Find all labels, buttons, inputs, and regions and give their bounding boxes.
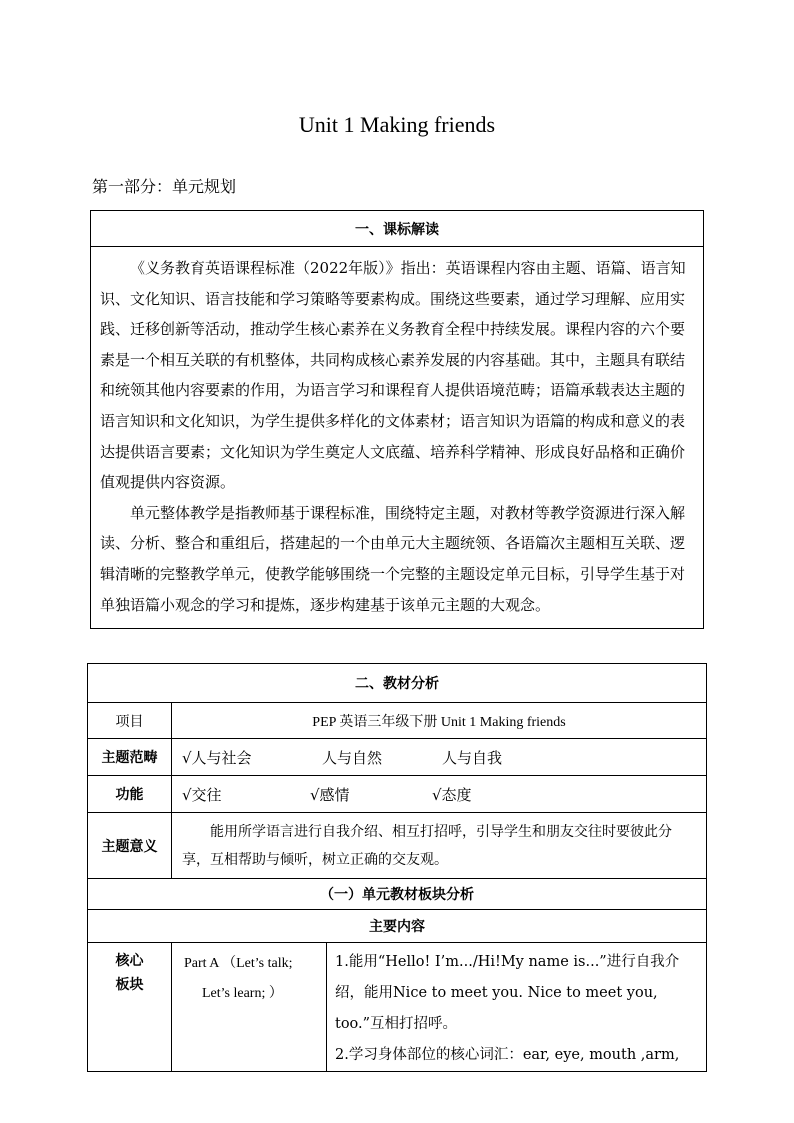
section1-paragraph-1: 《义务教育英语课程标准（2022年版）》指出：英语课程内容由主题、语篇、语言知识、文化知识、语言技能和学习策略等要素构成。围绕这些要素，通过学习理解、应用实践、迁移创新等活动，推动学生核心素养在义务教育全程中持续发展。课程内容的六个要素是一个相互关联的有机整体，共同构成核心素养发展的内容基础。其中，主题具有联结和统领其他内容要素的作用，为语言学习和课程育人提供语境范畴；语篇承载表达主题的语言知识和文化知识，为学生提供多样化的文体素材；语言知识为语篇的构成和意义的表达提供语言要素；文化知识为学生奠定人文底蕴、培养科学精神、形成良好品格和正确价值观提供内容资源。 [100,259,686,492]
section1-header: 一、课标解读 [91,211,704,247]
document-title: Unit 1 Making friends [298,112,496,137]
meaning-label: 主题意义 [88,813,172,879]
section2-header: 二、教材分析 [88,664,707,703]
theme-label: 主题范畴 [88,739,172,776]
function-option-attitude: √态度 [432,785,472,804]
item-label: 项目 [88,703,172,739]
subsection-title: （一）单元教材板块分析 [88,879,707,910]
main-content-header: 主要内容 [88,910,707,943]
function-options [172,776,707,813]
function-label: 功能 [88,776,172,813]
item-value: PEP 英语三年级下册 Unit 1 Making friends [172,703,707,739]
part-heading: 第一部分：单元规划 [92,177,237,196]
core-content-line2: 2.学习身体部位的核心词汇：ear, eye, mouth ,arm, [335,1047,680,1063]
theme-option-self: 人与自我 [442,748,503,767]
textbook-analysis-table [87,663,707,1072]
theme-options [172,739,707,776]
meaning-cell [172,813,707,879]
core-label: 核心 板块 [88,943,172,1072]
theme-option-nature: 人与自然 [322,748,383,767]
meaning-text: 能用所学语言进行自我介绍、相互打招呼，引导学生和朋友交往时要彼此分享，互相帮助与倾听，树立正确的交友观。 [182,823,672,868]
function-option-communication: √交往 [182,785,222,804]
core-content-cell [327,943,707,1072]
section1-paragraph-2: 单元整体教学是指教师基于课程标准，围绕特定主题，对教材等教学资源进行深入解读、分析、整合和重组后，搭建起的一个由单元大主题统领、各语篇次主题相互关联、逻辑清晰的完整教学单元，使教学能够围绕一个完整的主题设定单元目标，引导学生基于对单独语篇小观念的学习和提炼，逐步构建基于该单元主题的大观念。 [100,503,686,614]
core-content-line1: 1.能用“Hello! I’m.../Hi!My name is...”进行自我介绍，能用Nice to meet you. Nice to meet you, too.”互相打招呼。 [335,954,680,1032]
core-part-cell [172,943,327,1072]
curriculum-standard-table [90,210,704,629]
core-part-line1: Part A （Let’s talk; [184,956,293,971]
theme-option-society: √人与社会 [182,748,252,767]
section1-body [91,247,704,629]
core-part-line2: Let’s learn; ） [202,986,283,1001]
function-option-feeling: √感情 [310,785,350,804]
